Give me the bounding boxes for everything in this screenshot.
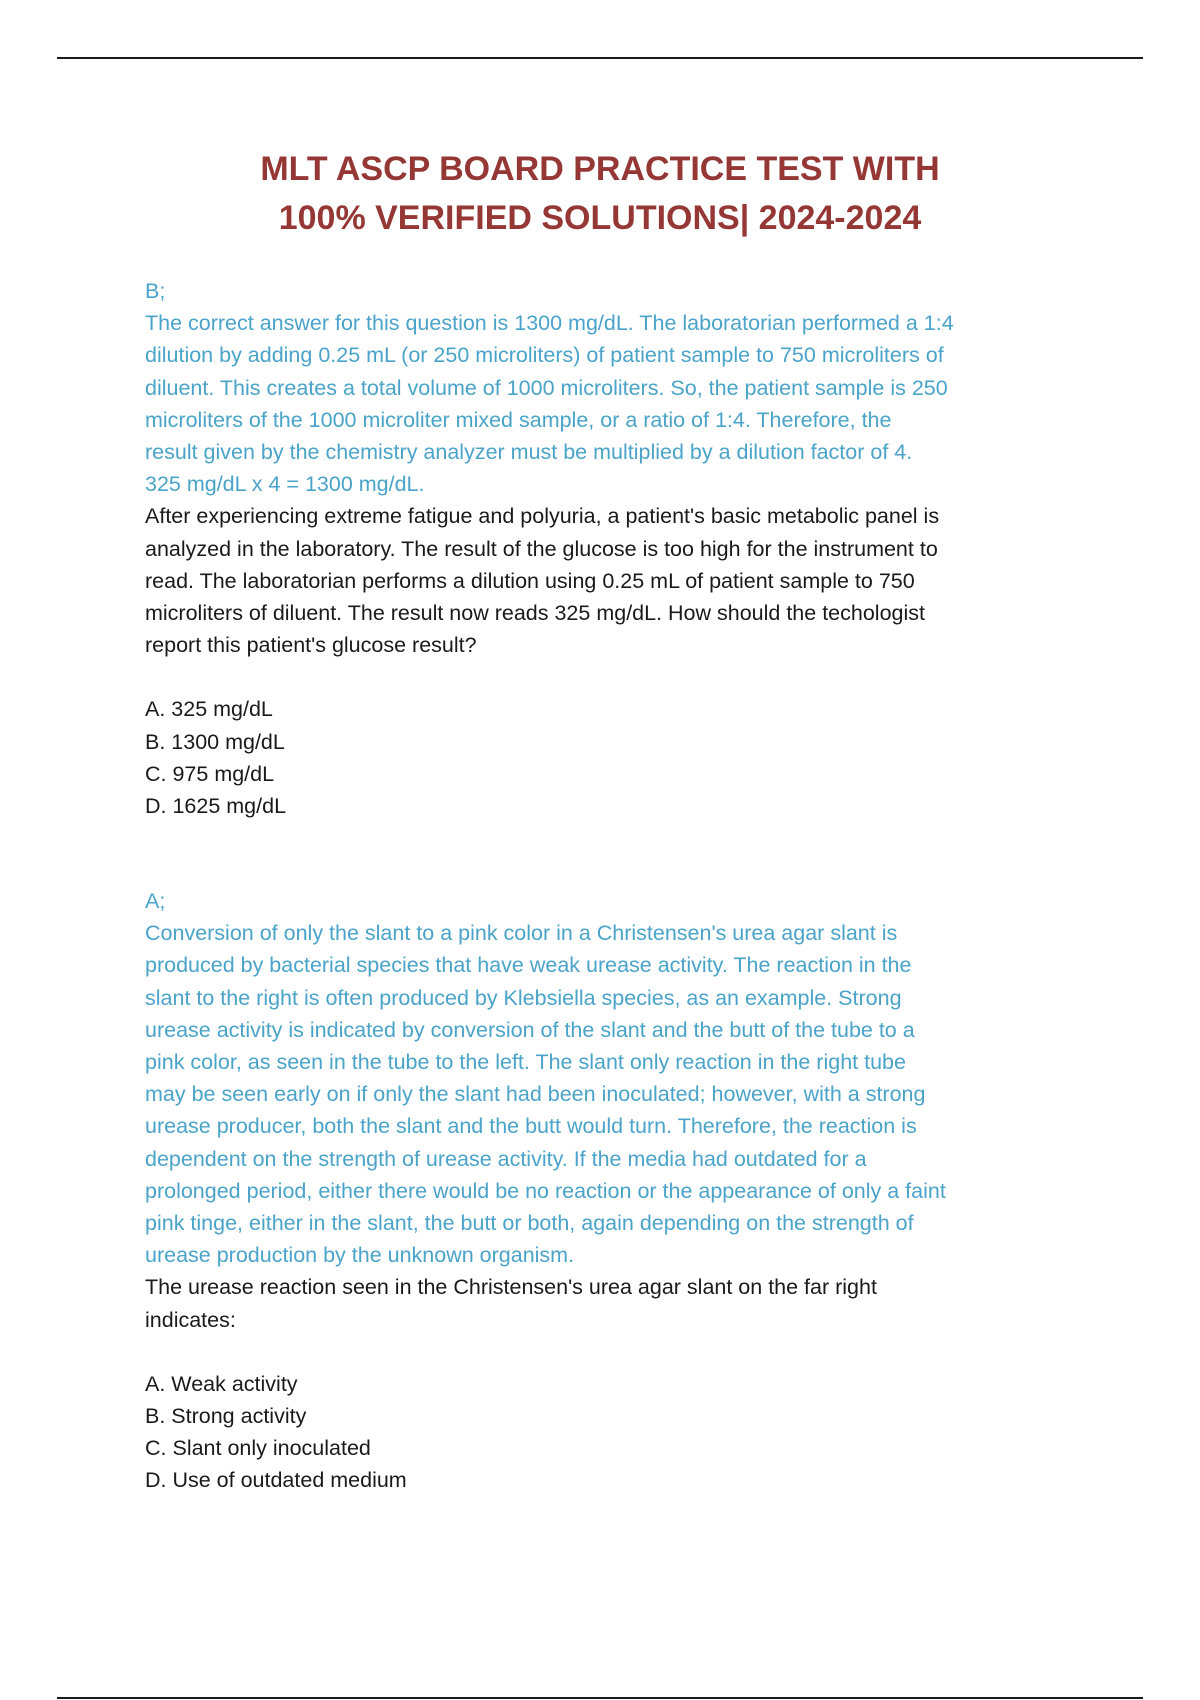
explanation-line: urease production by the unknown organism.	[145, 1243, 575, 1268]
explanation-line: pink tinge, either in the slant, the butt or both, again depending on the strength of	[145, 1211, 914, 1236]
question-line: read. The laboratorian performs a dilution using 0.25 mL of patient sample to 750	[145, 568, 915, 593]
explanation-line: produced by bacterial species that have weak urease activity. The reaction in the	[145, 953, 912, 978]
option-d: D. Use of outdated medium	[145, 1468, 407, 1493]
explanation-line: prolonged period, either there would be no reaction or the appearance of only a faint	[145, 1178, 946, 1203]
answer-options	[145, 1368, 1065, 1497]
answer-explanation	[145, 275, 1065, 500]
answer-key: A;	[145, 889, 166, 913]
question-line: analyzed in the laboratory. The result of the glucose is too high for the instrument to	[145, 536, 938, 561]
explanation-line: 325 mg/dL x 4 = 1300 mg/dL.	[145, 472, 425, 497]
question-line: indicates:	[145, 1307, 236, 1332]
option-d: D. 1625 mg/dL	[145, 794, 287, 818]
option-c: C. 975 mg/dL	[145, 761, 275, 786]
option-b: B. Strong activity	[145, 1404, 307, 1429]
title-line-2: 100% VERIFIED SOLUTIONS| 2024-2024	[278, 199, 922, 237]
explanation-line: pink color, as seen in the tube to the left. The slant only reaction in the right tube	[145, 1050, 906, 1075]
explanation-line: may be seen early on if only the slant had been inoculated; however, with a strong	[145, 1082, 926, 1107]
question-text	[145, 1271, 1065, 1335]
explanation-line: result given by the chemistry analyzer must be multiplied by a dilution factor of 4.	[145, 440, 913, 465]
question-line: microliters of diluent. The result now reads 325 mg/dL. How should the techologist	[145, 601, 925, 626]
question-line: The urease reaction seen in the Christensen's urea agar slant on the far right	[145, 1275, 877, 1300]
option-a: A. 325 mg/dL	[145, 697, 273, 722]
title-line-1: MLT ASCP BOARD PRACTICE TEST WITH	[260, 150, 940, 188]
question-text	[145, 500, 1065, 661]
answer-options	[145, 693, 1065, 822]
question-line: report this patient's glucose result?	[145, 633, 477, 658]
explanation-line: dilution by adding 0.25 mL (or 250 microliters) of patient sample to 750 microliters of	[145, 343, 944, 368]
explanation-line: The correct answer for this question is 1300 mg/dL. The laboratorian performed a 1:4	[145, 311, 954, 336]
question-block-2	[145, 885, 1065, 1497]
bottom-rule	[57, 1697, 1143, 1699]
document-title	[0, 145, 1200, 243]
explanation-line: Conversion of only the slant to a pink color in a Christensen's urea agar slant is	[145, 921, 898, 946]
option-a: A. Weak activity	[145, 1371, 298, 1396]
answer-key: B;	[145, 279, 166, 303]
explanation-line: slant to the right is often produced by Klebsiella species, as an example. Strong	[145, 985, 902, 1010]
option-b: B. 1300 mg/dL	[145, 729, 285, 754]
question-block-1	[145, 275, 1065, 822]
top-rule	[57, 57, 1143, 59]
answer-explanation	[145, 885, 1065, 1271]
explanation-line: dependent on the strength of urease activity. If the media had outdated for a	[145, 1146, 867, 1171]
explanation-line: urease producer, both the slant and the butt would turn. Therefore, the reaction is	[145, 1114, 917, 1139]
explanation-line: urease activity is indicated by conversion of the slant and the butt of the tube to a	[145, 1017, 915, 1042]
explanation-line: diluent. This creates a total volume of 1000 microliters. So, the patient sample is 250	[145, 375, 948, 400]
question-line: After experiencing extreme fatigue and polyuria, a patient's basic metabolic panel is	[145, 504, 940, 529]
explanation-line: microliters of the 1000 microliter mixed sample, or a ratio of 1:4. Therefore, the	[145, 407, 892, 432]
option-c: C. Slant only inoculated	[145, 1436, 371, 1461]
